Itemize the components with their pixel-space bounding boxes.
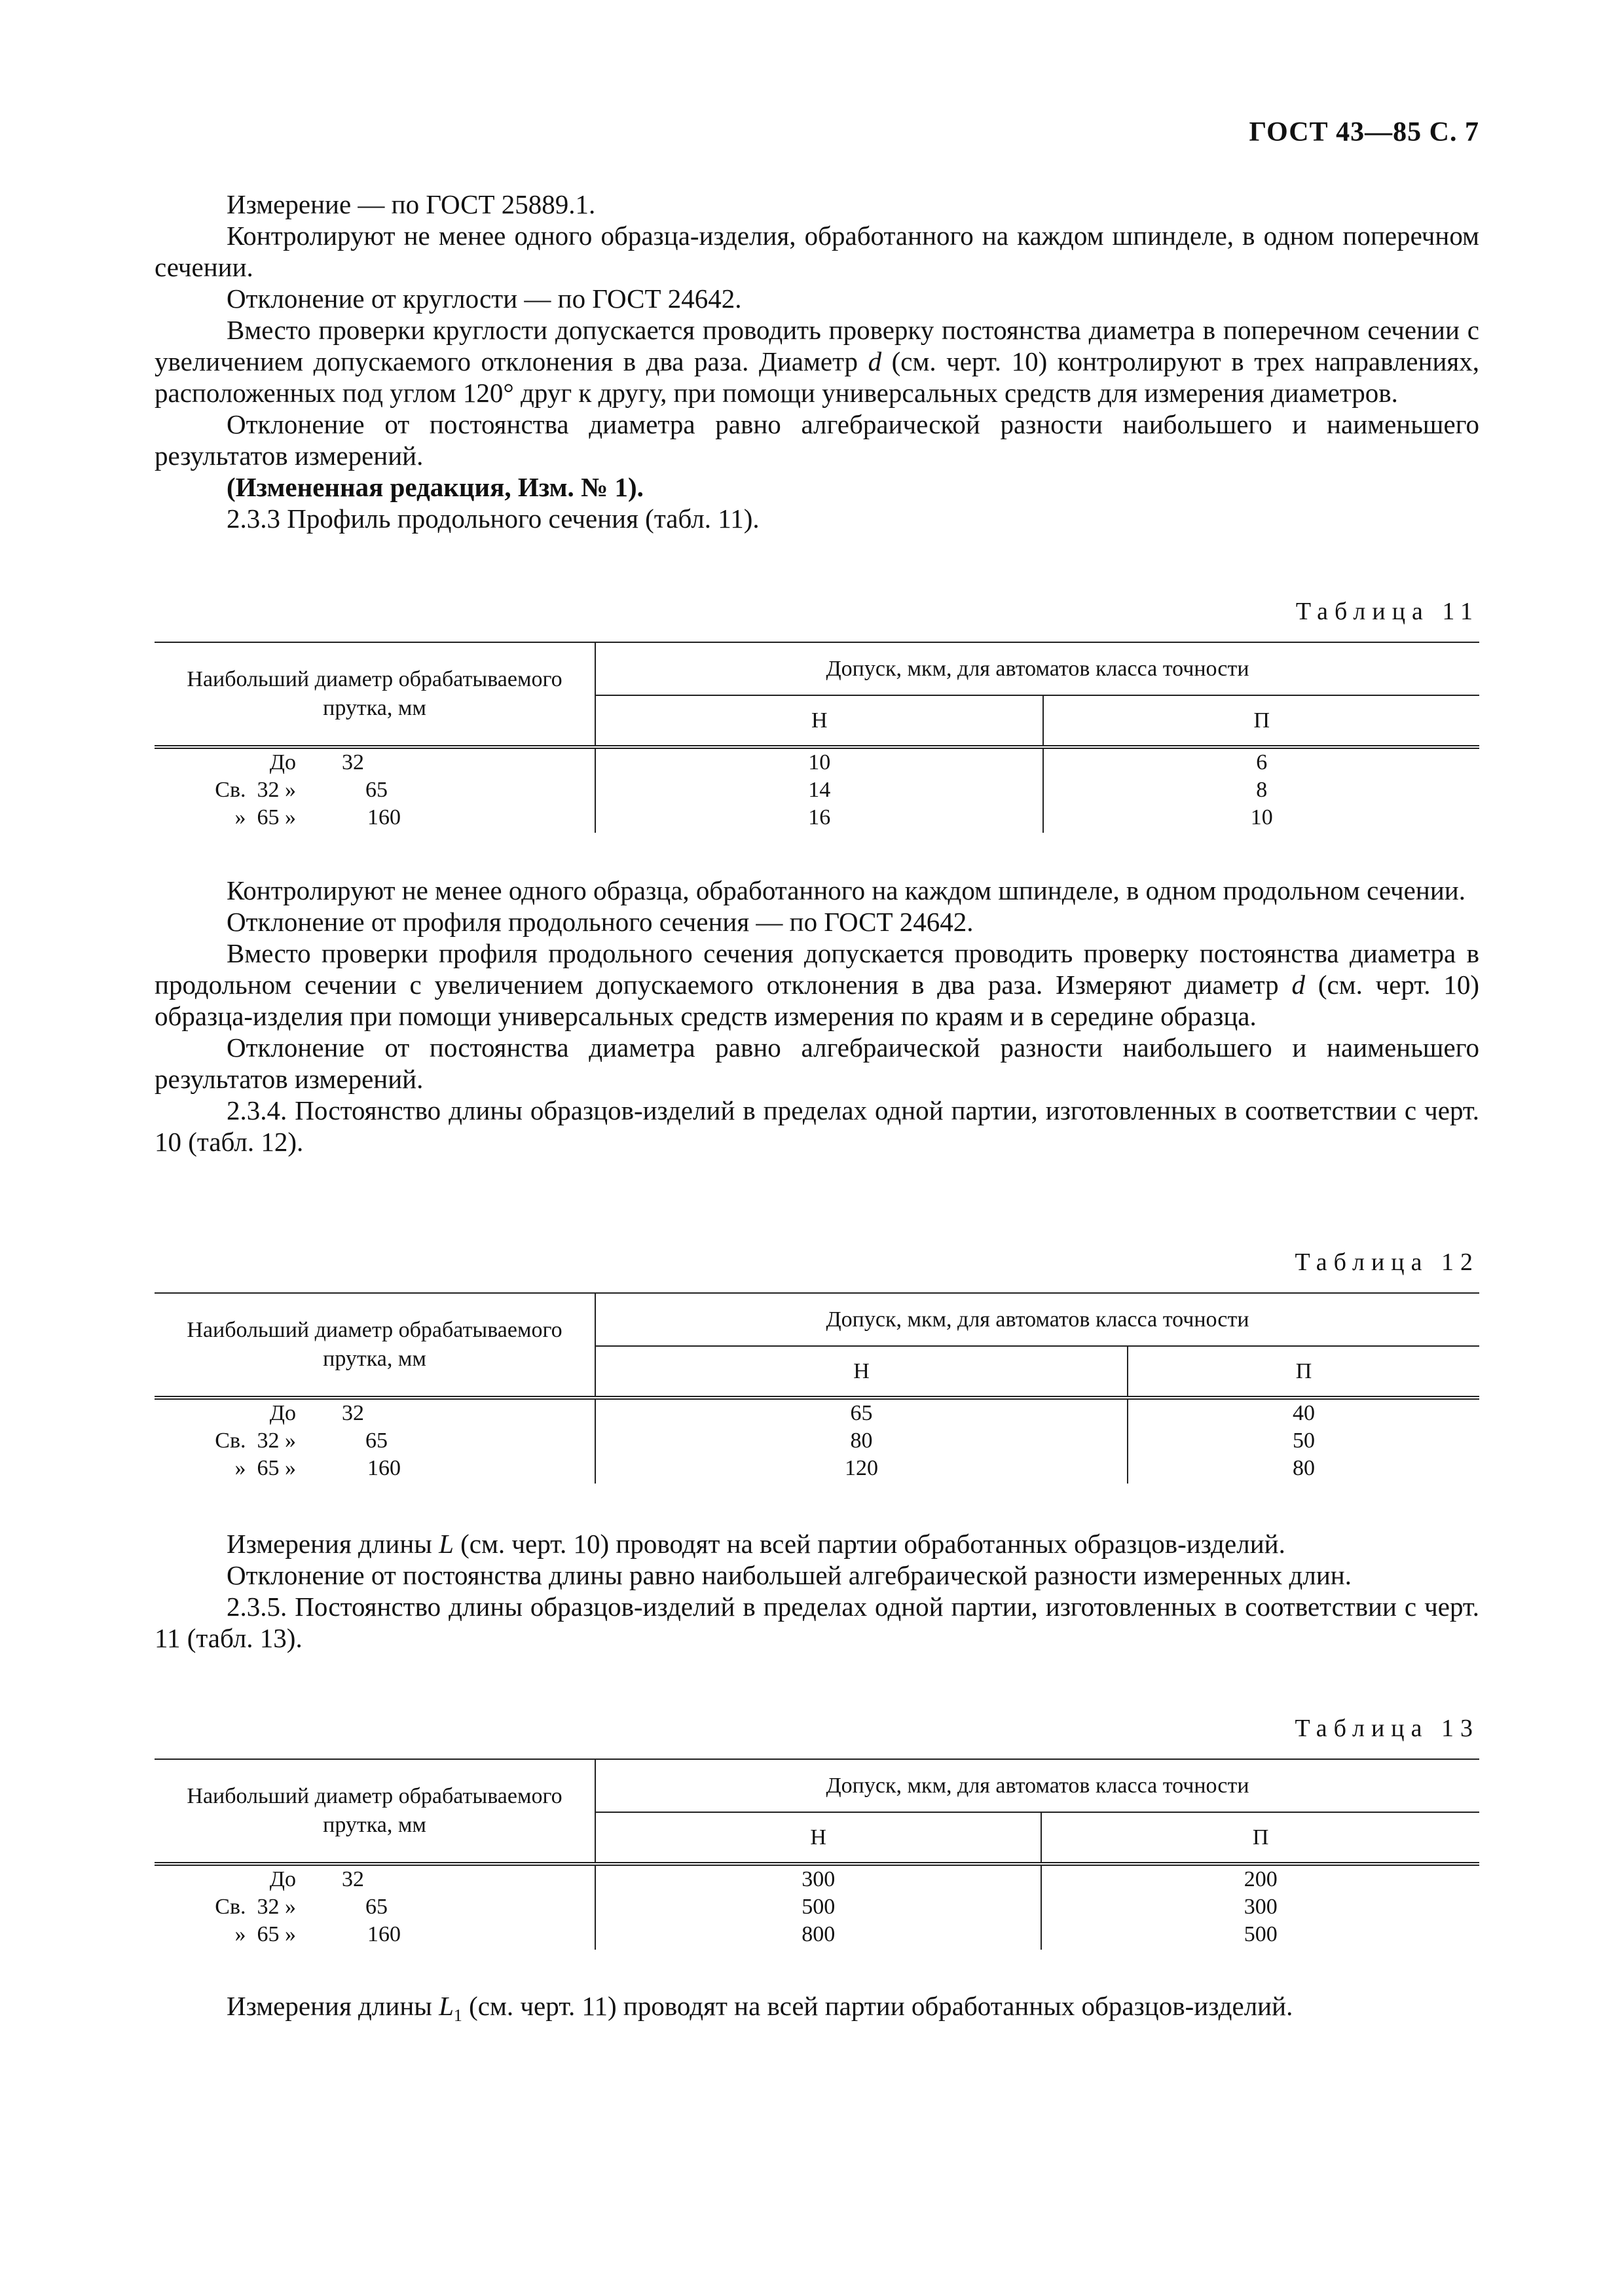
value-n: 500 [802, 1895, 836, 1919]
paragraph: Измерение — по ГОСТ 25889.1. [227, 189, 596, 219]
paragraph: Отклонение от постоянства диаметра равно алгебраической разности наибольшего и наименьшего результатов измерений. [155, 1032, 1479, 1094]
table-11 [155, 642, 1479, 833]
paragraph: Отклонение от постоянства длины равно наибольшей алгебраической разности измеренных длин. [227, 1560, 1352, 1590]
text-block-1 [155, 189, 1479, 534]
paragraph: Отклонение от профиля продольного сечения — по ГОСТ 24642. [227, 907, 974, 937]
range-label: » 65 » 160 [234, 1456, 401, 1480]
value-n: 80 [850, 1429, 873, 1453]
value-p: 80 [1293, 1456, 1316, 1480]
paragraph: Отклонение от круглости — по ГОСТ 24642. [227, 283, 742, 314]
value-n: 14 [808, 778, 831, 802]
range-label: Св. 32 » 65 [215, 778, 388, 802]
paragraph: Вместо проверки круглости допускается проводить проверку постоянства диаметра в поперечном сечении с увеличением допускаемого отклонения в два раза. Диаметр d (см. черт. 10) контролируют в трех направлениях, расположенных под углом 120° друг к другу, при помощи универсальных средств для измерения диаметров. [155, 315, 1479, 408]
table-row [155, 1398, 1479, 1484]
col-header-tolerance: Допуск, мкм, для автоматов класса точности [595, 642, 1479, 695]
range-label: » 65 » 160 [234, 1922, 401, 1946]
value-n: 800 [802, 1922, 836, 1946]
value-p: 300 [1244, 1895, 1278, 1919]
paragraph: Вместо проверки профиля продольного сечения допускается проводить проверку постоянства диаметра в продольном сечении с увеличением допускаемого отклонения в два раза. Измеряют диаметр d (см. черт. 10) образца-изделия при помощи универсальных средств измерения по краям и в середине образца. [155, 938, 1479, 1031]
table-row [155, 747, 1479, 833]
value-p: 6 [1256, 750, 1268, 774]
col-header-n: Н [595, 1346, 1128, 1398]
value-p: 500 [1244, 1922, 1278, 1946]
value-p: 50 [1293, 1429, 1316, 1453]
col-header-n: Н [595, 695, 1043, 747]
range-label: » 65 » 160 [234, 805, 401, 829]
text-block-3 [155, 1528, 1479, 1654]
range-label: Св. 32 » 65 [215, 1429, 388, 1453]
col-header-p: П [1041, 1812, 1479, 1864]
section-heading: 2.3.4. Постоянство длины образцов-изделий в пределах одной партии, изготовленных в соответствии с черт. 10 (табл. 12). [155, 1095, 1479, 1157]
page-header: ГОСТ 43—85 С. 7 [1249, 117, 1479, 147]
col-header-n: Н [595, 1812, 1041, 1864]
value-p: 200 [1244, 1867, 1278, 1891]
value-n: 10 [808, 750, 831, 774]
paragraph: Отклонение от постоянства диаметра равно алгебраической разности наибольшего и наименьшего результатов измерений. [155, 409, 1479, 471]
col-header-diameter: Наибольший диаметр обрабатываемого прутка, мм [155, 1293, 595, 1398]
value-n: 120 [845, 1456, 879, 1480]
range-label: До 32 [269, 750, 364, 774]
value-p: 10 [1250, 805, 1273, 829]
table-13 [155, 1758, 1479, 1950]
col-header-tolerance: Допуск, мкм, для автоматов класса точности [595, 1759, 1479, 1812]
col-header-p: П [1128, 1346, 1479, 1398]
table-12 [155, 1292, 1479, 1484]
paragraph: Измерения длины $L_1$ (см. черт. 11) проводят на всей партии обработанных образцов-изделий. [227, 1991, 1293, 2026]
value-n: 300 [802, 1867, 836, 1891]
col-header-diameter: Наибольший диаметр обрабатываемого прутка, мм [155, 642, 595, 747]
paragraph: Контролируют не менее одного образца, обработанного на каждом шпинделе, в одном продольном сечении. [227, 875, 1465, 905]
value-p: 40 [1293, 1401, 1316, 1425]
col-header-p: П [1043, 695, 1479, 747]
value-n: 65 [850, 1401, 873, 1425]
table-caption: Таблица 11 [1295, 598, 1479, 625]
value-n: 16 [808, 805, 831, 829]
col-header-diameter: Наибольший диаметр обрабатываемого прутка, мм [155, 1759, 595, 1864]
range-label: До 32 [269, 1867, 364, 1891]
text-block-2 [155, 875, 1479, 1157]
text-block-4 [155, 1990, 1479, 2032]
amendment-note: (Измененная редакция, Изм. № 1). [227, 472, 644, 502]
value-p: 8 [1256, 778, 1268, 802]
range-label: До 32 [269, 1401, 364, 1425]
section-heading: 2.3.5. Постоянство длины образцов-изделий в пределах одной партии, изготовленных в соответствии с черт. 11 (табл. 13). [155, 1592, 1479, 1653]
section-heading: 2.3.3 Профиль продольного сечения (табл. 11). [227, 503, 760, 534]
col-header-tolerance: Допуск, мкм, для автоматов класса точности [595, 1293, 1479, 1346]
paragraph: Контролируют не менее одного образца-изделия, обработанного на каждом шпинделе, в одном поперечном сечении. [155, 221, 1479, 282]
table-caption: Таблица 13 [1295, 1715, 1479, 1742]
range-label: Св. 32 » 65 [215, 1895, 388, 1919]
table-row [155, 1864, 1479, 1950]
paragraph: Измерения длины L (см. черт. 10) проводят на всей партии обработанных образцов-изделий. [227, 1529, 1285, 1559]
table-caption: Таблица 12 [1295, 1248, 1479, 1276]
